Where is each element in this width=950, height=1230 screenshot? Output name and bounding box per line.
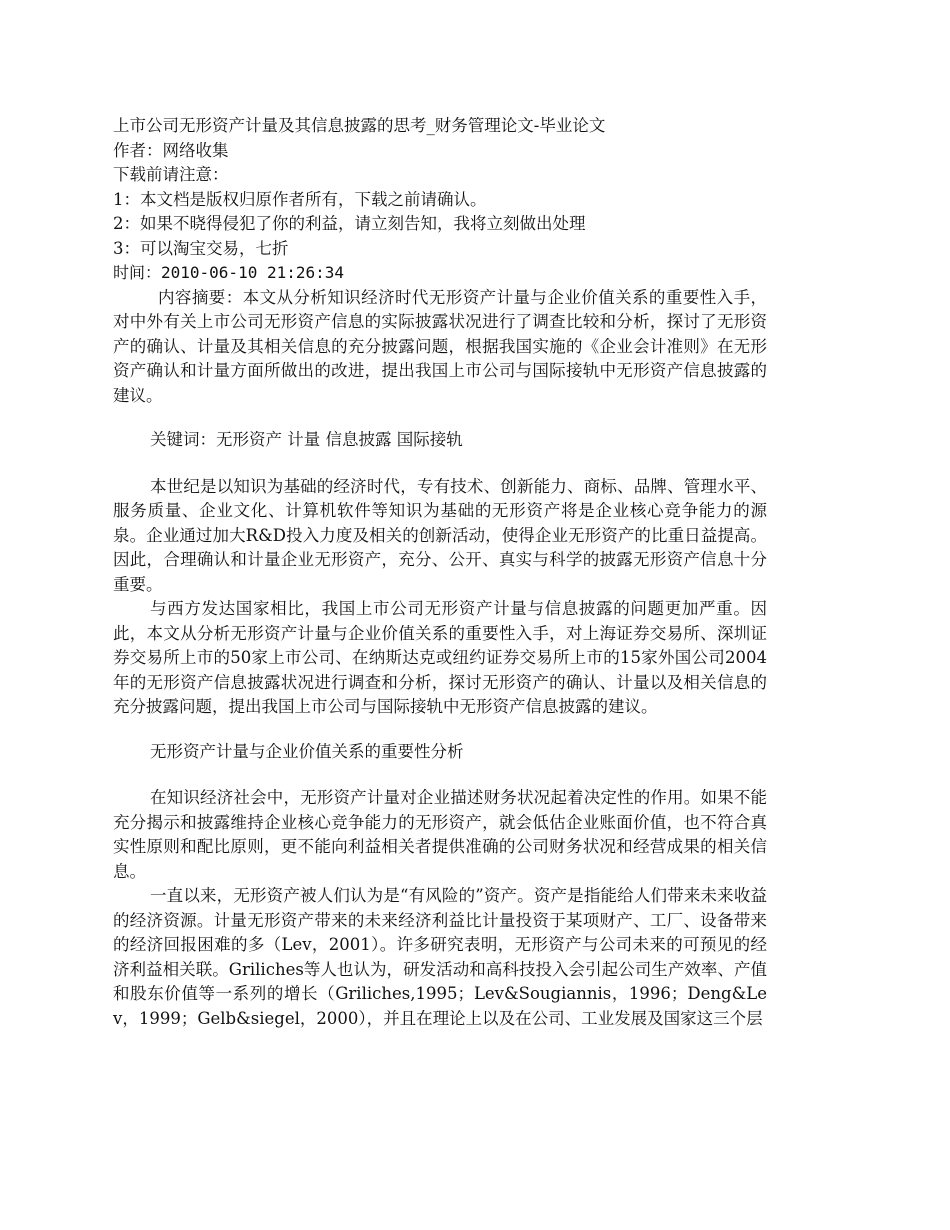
notice-item: 1：本文档是版权归原作者所有，下载之前请确认。 — [113, 189, 487, 209]
body-paragraph: 与西方发达国家相比，我国上市公司无形资产计量与信息披露的问题更加严重。因此，本文从分析无形资产计量与企业价值关系的重要性入手，对上海证券交易所、深圳证券交易所上市的50家上市公司、在纳斯达克或纽约证券交易所上市的15家外国公司2004年的无形资产信息披露状况进行调查和分析，探讨无形资产的确认、计量以及相关信息的充分披露问题，提出我国上市公司与国际接轨中无形资产信息披露的建议。 — [113, 599, 767, 716]
document-body — [113, 114, 767, 1031]
abstract-paragraph: 内容摘要：本文从分析知识经济时代无形资产计量与企业价值关系的重要性入手，对中外有关上市公司无形资产信息的实际披露状况进行了调查比较和分析，探讨了无形资产的确认、计量及其相关信息的充分披露问题，根据我国实施的《企业会计准则》在无形资产确认和计量方面所做出的改进，提出我国上市公司与国际接轨中无形资产信息披露的建议。 — [113, 287, 767, 405]
body-paragraph: 在知识经济社会中，无形资产计量对企业描述财务状况起着决定性的作用。如果不能充分揭示和披露维持企业核心竞争能力的无形资产，就会低估企业账面价值，也不符合真实性原则和配比原则，更不能向利益相关者提供准确的公司财务状况和经营成果的相关信息。 — [113, 788, 767, 881]
body-paragraph: 本世纪是以知识为基础的经济时代，专有技术、创新能力、商标、品牌、管理水平、服务质量、企业文化、计算机软件等知识为基础的无形资产将是企业核心竞争能力的源泉。企业通过加大R&D投入力度及相关的创新活动，使得企业无形资产的比重日益提高。因此，合理确认和计量企业无形资产，充分、公开、真实与科学的披露无形资产信息十分重要。 — [113, 476, 767, 594]
author-line: 作者：网络收集 — [113, 140, 229, 160]
keywords-line: 关键词：无形资产 计量 信息披露 国际接轨 — [150, 430, 463, 449]
document-title: 上市公司无形资产计量及其信息披露的思考_财务管理论文-毕业论文 — [113, 116, 606, 135]
body-paragraph: 一直以来，无形资产被人们认为是“有风险的”资产。资产是指能给人们带来未来收益的经济资源。计量无形资产带来的未来经济利益比计量投资于某项财产、工厂、设备带来的经济回报困难的多（Lev，2001）。许多研究表明，无形资产与公司未来的可预见的经济利益相关联。Griliches等人也认为，研发活动和高科技投入会引起公司生产效率、产值和股东价值等一系列的增长（Griliches,1995；Lev&Sougiannis，1996；Deng&Lev，1999；Gelb&siegel，2000），并且在理论上以及在公司、工业发展及国家这三个层 — [113, 886, 767, 1028]
notice-item: 2：如果不晓得侵犯了你的利益，请立刻告知，我将立刻做出处理 — [113, 214, 586, 233]
time-line: 时间：2010-06-10 21:26:34 — [113, 263, 345, 282]
notice-heading: 下载前请注意： — [113, 165, 229, 184]
section-heading: 无形资产计量与企业价值关系的重要性分析 — [150, 741, 464, 761]
notice-item: 3：可以淘宝交易，七折 — [113, 238, 289, 258]
